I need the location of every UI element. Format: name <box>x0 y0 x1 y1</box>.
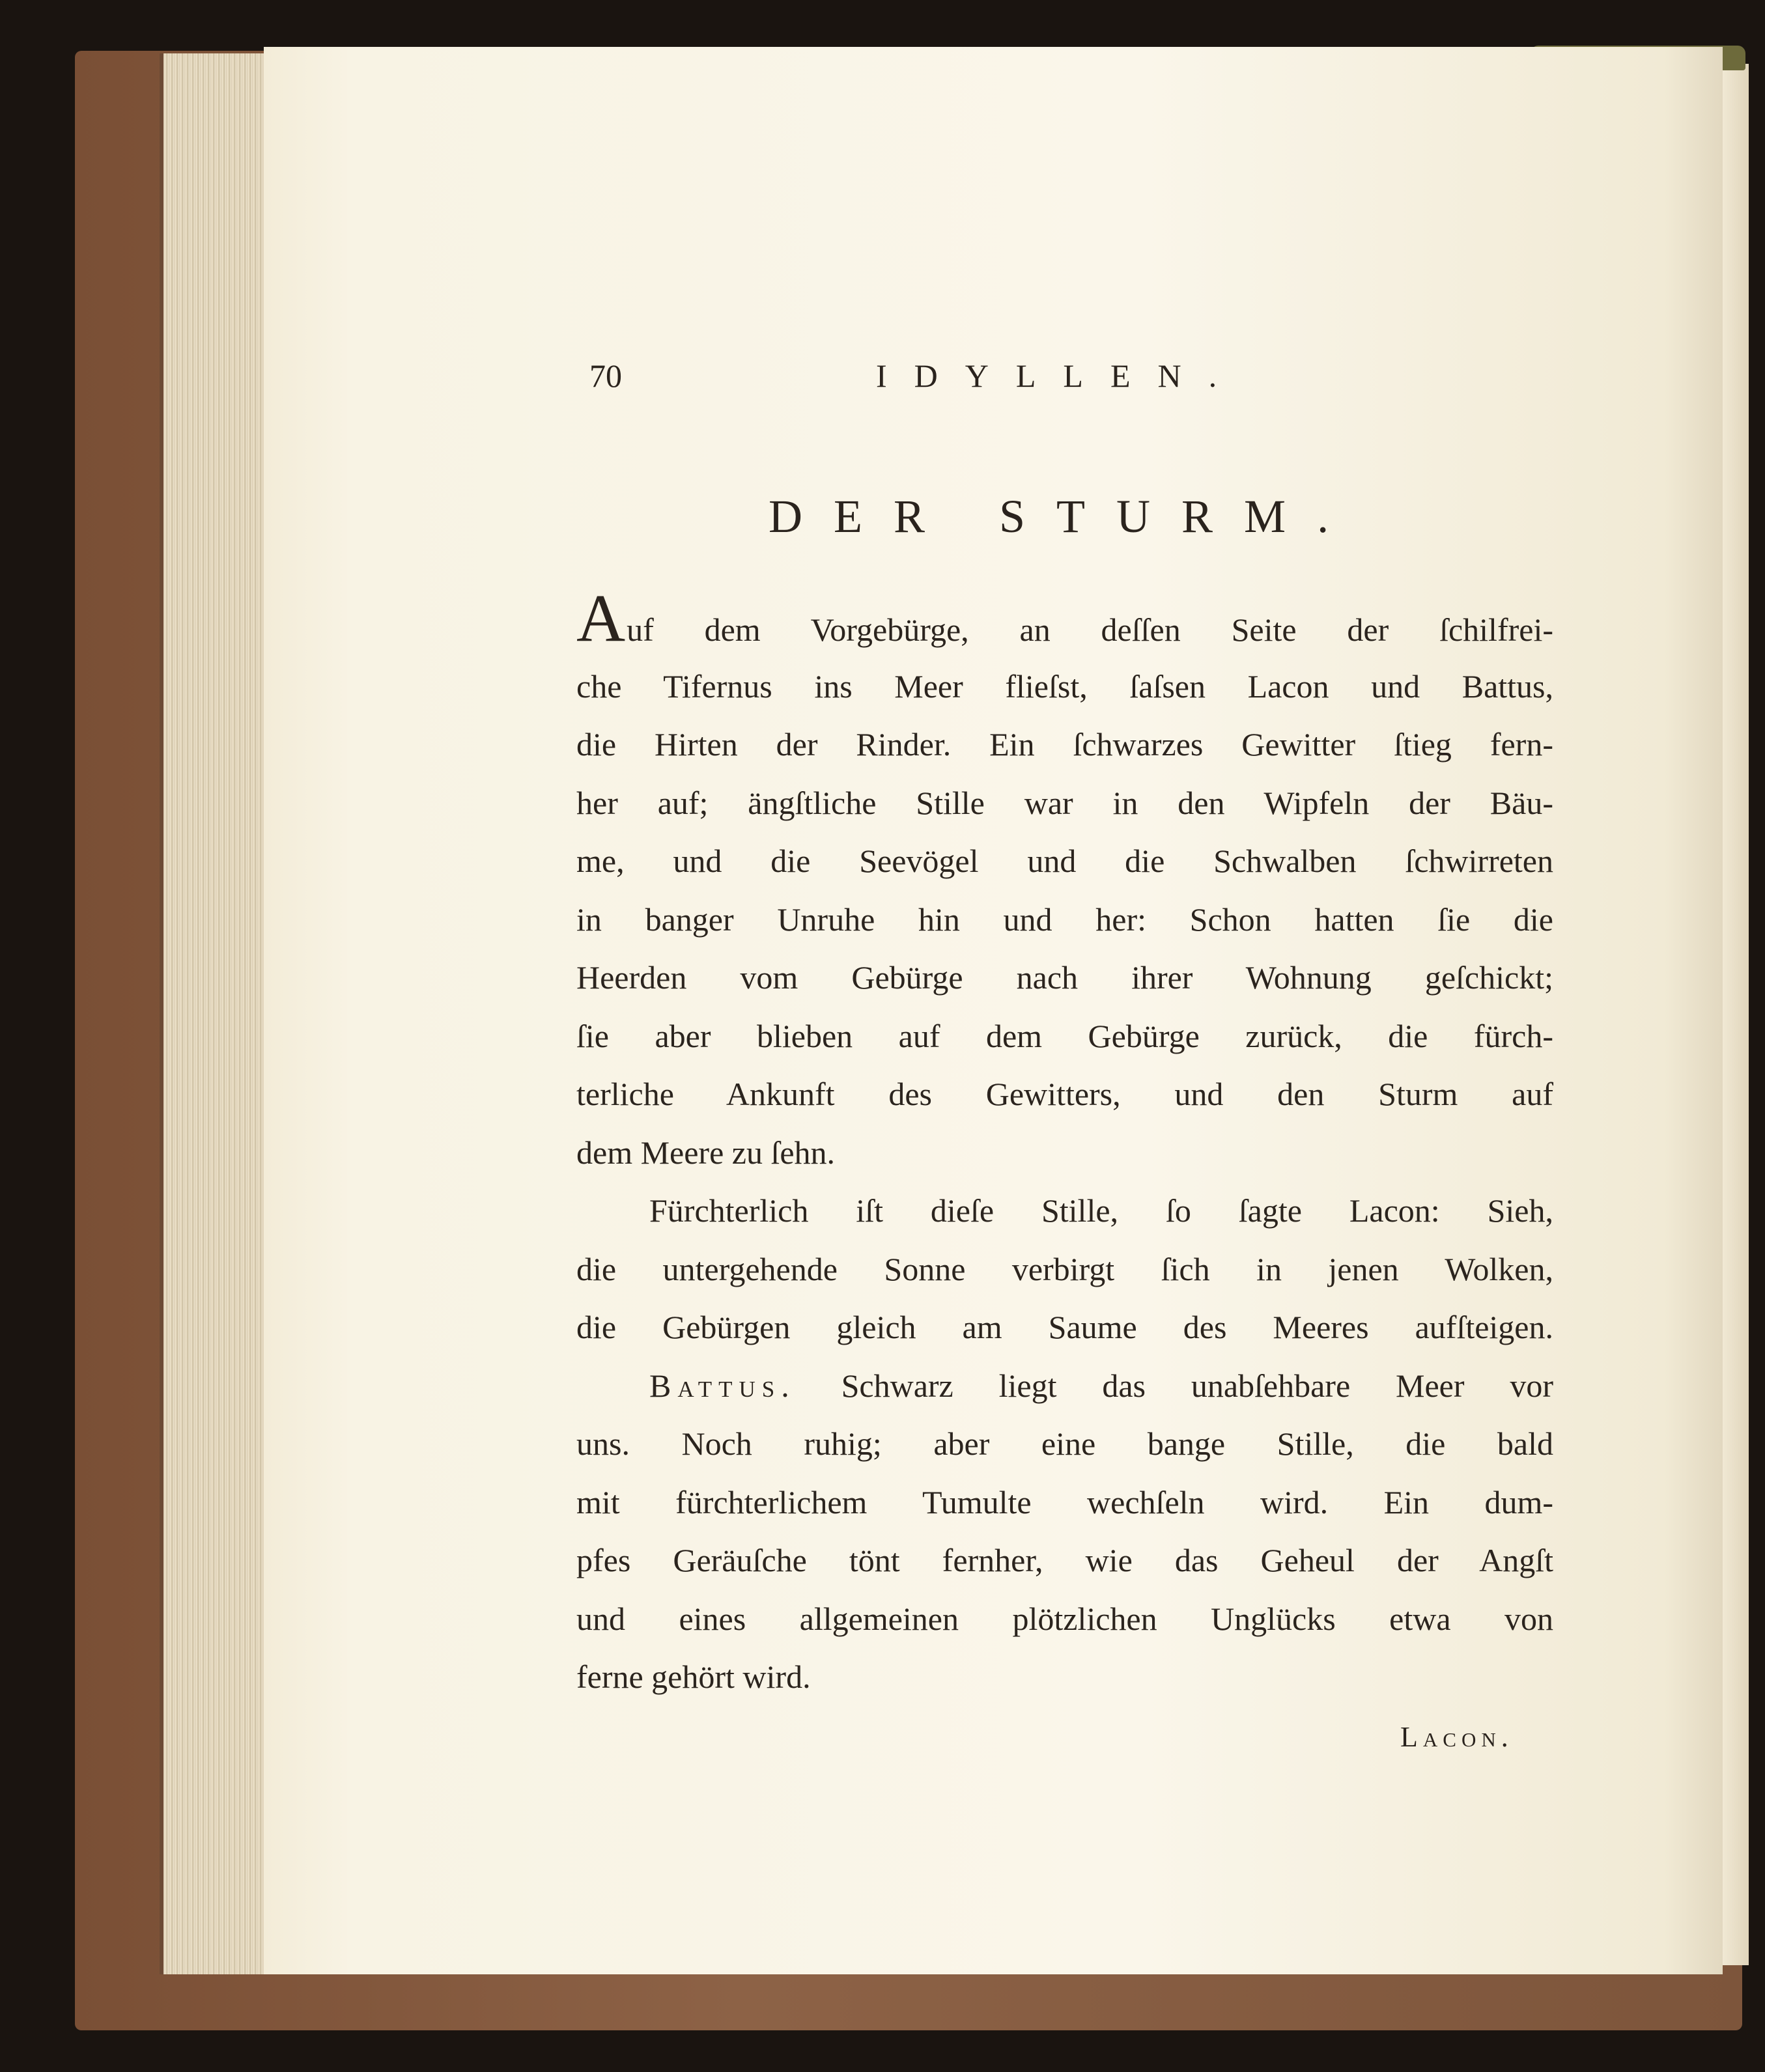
text-line: Fürchterlich iſt dieſe Stille, ſo ſagte Lacon: Sieh, <box>649 1192 1553 1229</box>
section-title: DER STURM. <box>769 490 1361 542</box>
running-title: IDYLLEN. <box>876 357 1245 394</box>
text-line: die Gebürgen gleich am Saume des Meeres aufſteigen. <box>576 1309 1553 1345</box>
text-line: die untergehende Sonne verbirgt ſich in jenen Wolken, <box>576 1250 1553 1287</box>
drop-cap: A <box>576 581 626 656</box>
text-line: mit fürchterlichem Tumulte wechſeln wird. Ein dum- <box>576 1483 1553 1520</box>
text-line: dem Meere zu ſehn. <box>576 1134 836 1171</box>
page-edges-left <box>160 53 274 1974</box>
text-line: uns. Noch ruhig; aber eine bange Stille, die bald <box>576 1425 1553 1462</box>
catchword: Lacon. <box>1400 1721 1514 1753</box>
text-line: Auf dem Vorgebürge, an deſſen Seite der ſchilfrei- <box>576 581 1553 656</box>
text-line: ferne gehört wird. <box>576 1659 811 1695</box>
text-line: Heerden vom Gebürge nach ihrer Wohnung geſchickt; <box>576 959 1553 996</box>
text-line: terliche Ankunft des Gewitters, und den Sturm auf <box>576 1076 1553 1112</box>
text-line: die Hirten der Rinder. Ein ſchwarzes Gewitter ſtieg fern- <box>576 726 1553 763</box>
text-line: her auf; ängſtliche Stille war in den Wipfeln der Bäu- <box>576 784 1553 821</box>
speaker-name: Battus. <box>649 1367 796 1404</box>
paragraph-3 <box>576 1357 1553 1707</box>
text-line: pfes Geräuſche tönt fernher, wie das Geheul der Angſt <box>576 1542 1553 1578</box>
text-line: Battus. Schwarz liegt das unabſehbare Meer vor <box>649 1367 1553 1404</box>
paragraph-1 <box>576 581 1553 1182</box>
text-line: ſie aber blieben auf dem Gebürge zurück, die fürch- <box>576 1017 1553 1054</box>
text-line: che Tifernus ins Meer flieſst, ſaſsen Lacon und Battus, <box>576 667 1553 705</box>
paragraph-2 <box>576 1182 1553 1357</box>
text-line: und eines allgemeinen plötzlichen Unglücks etwa von <box>576 1600 1553 1637</box>
text-line: me, und die Seevögel und die Schwalben ſchwirreten <box>576 843 1553 879</box>
text-line: in banger Unruhe hin und her: Schon hatten ſie die <box>576 901 1553 938</box>
body-text <box>576 581 1553 1707</box>
page-number: 70 <box>589 357 622 394</box>
